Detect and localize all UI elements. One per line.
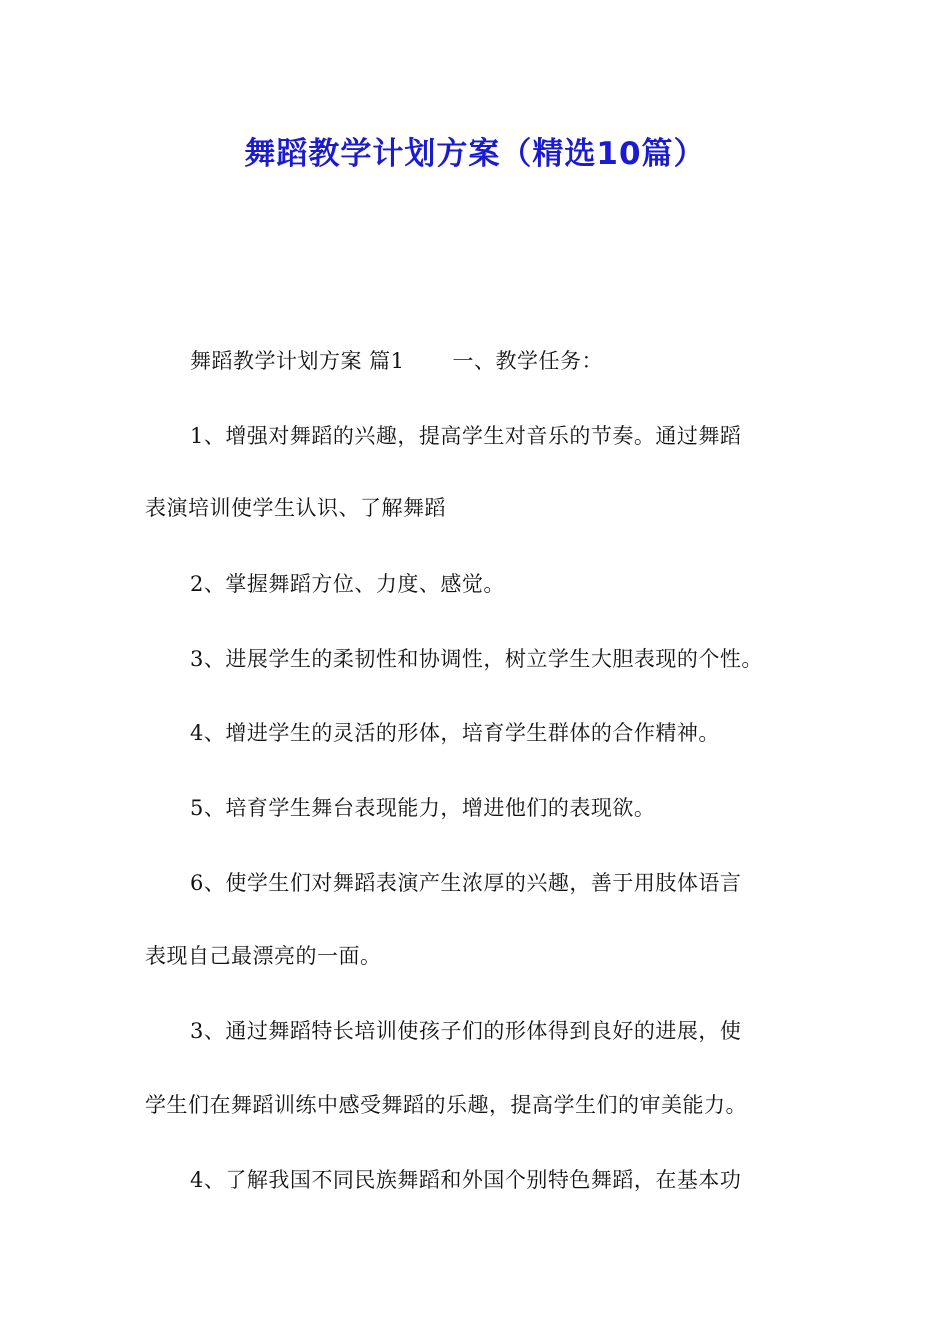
paragraph-line: 学生们在舞蹈训练中感受舞蹈的乐趣，提高学生们的审美能力。 — [145, 1093, 747, 1117]
document-title: 舞蹈教学计划方案（精选10篇） — [244, 136, 706, 172]
section-heading-line — [190, 347, 603, 375]
paragraph-line: 2、掌握舞蹈方位、力度、感觉。 — [190, 572, 505, 596]
paragraph-line: 表现自己最漂亮的一面。 — [145, 944, 382, 968]
paragraph-line: 4、了解我国不同民族舞蹈和外国个别特色舞蹈，在基本功 — [190, 1168, 742, 1192]
paragraph-line: 表演培训使学生认识、了解舞蹈 — [145, 496, 446, 520]
paragraph-line: 5、培育学生舞台表现能力，增进他们的表现欲。 — [190, 796, 656, 820]
paragraph-line: 3、通过舞蹈特长培训使孩子们的形体得到良好的进展，使 — [190, 1019, 742, 1043]
subheading: 一、教学任务： — [452, 349, 604, 373]
paragraph-line: 1、增强对舞蹈的兴趣，提高学生对音乐的节奏。通过舞蹈 — [190, 424, 742, 448]
section-heading: 舞蹈教学计划方案 篇1 — [190, 349, 405, 373]
paragraph-line: 6、使学生们对舞蹈表演产生浓厚的兴趣，善于用肢体语言 — [190, 871, 742, 895]
paragraph-line: 3、进展学生的柔韧性和协调性，树立学生大胆表现的个性。 — [190, 647, 763, 671]
paragraph-line: 4、增进学生的灵活的形体，培育学生群体的合作精神。 — [190, 721, 720, 745]
